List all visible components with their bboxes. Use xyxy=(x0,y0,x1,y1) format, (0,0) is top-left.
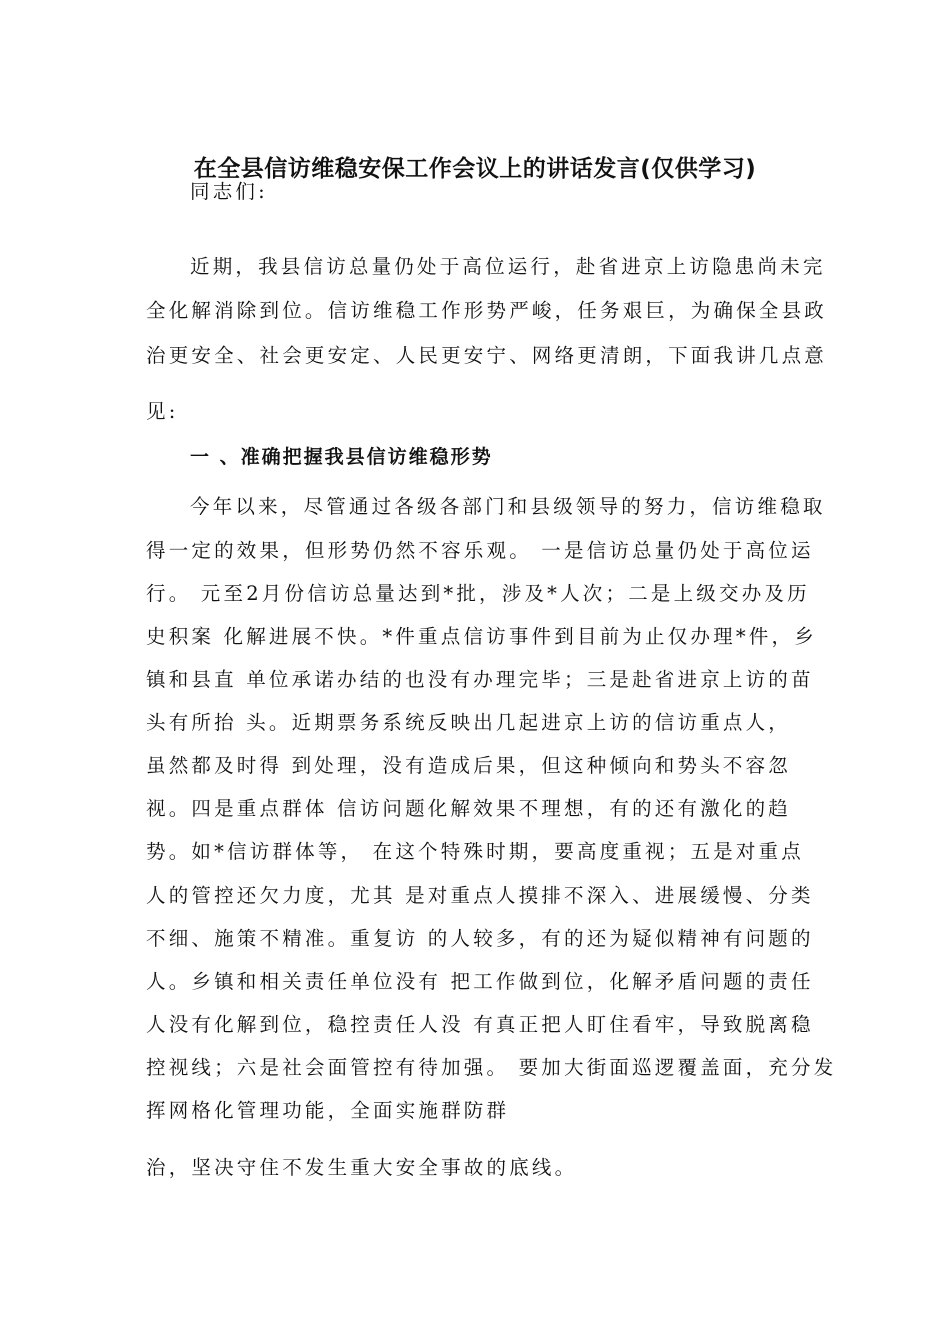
body-line: 治，坚决守住不发生重大安全事故的底线。 xyxy=(146,1156,578,1179)
body-line: 头有所抬 头。近期票务系统反映出几起进京上访的信访重点人， xyxy=(146,711,791,734)
body-line: 得一定的效果，但形势仍然不容乐观。 一是信访总量仍处于高位运 xyxy=(146,539,814,562)
intro-line: 治更安全、社会更安定、人民更安宁、网络更清朗，下面我讲几点意 xyxy=(146,344,828,367)
salutation: 同志们: xyxy=(190,180,268,203)
body-line: 今年以来，尽管通过各级各部门和县级领导的努力，信访维稳取 xyxy=(190,495,826,518)
section-heading: 一 、准确把握我县信访维稳形势 xyxy=(190,446,493,468)
body-line: 挥网格化管理功能，全面实施群防群 xyxy=(146,1099,510,1122)
intro-line: 近期，我县信访总量仍处于高位运行，赴省进京上访隐患尚未完 xyxy=(190,255,826,278)
body-line: 镇和县直 单位承诺办结的也没有办理完毕；三是赴省进京上访的苗 xyxy=(146,668,814,691)
intro-line: 见: xyxy=(146,400,179,423)
body-line: 视。四是重点群体 信访问题化解效果不理想，有的还有激化的趋 xyxy=(146,797,791,820)
body-line: 史积案 化解进展不快。*件重点信访事件到目前为止仅办理*件，乡 xyxy=(146,625,817,648)
body-line: 人的管控还欠力度，尤其 是对重点人摸排不深入、进展缓慢、分类 xyxy=(146,884,814,907)
body-line: 不细、施策不精准。重复访 的人较多，有的还为疑似精神有问题的 xyxy=(146,927,814,950)
body-line: 行。 元至2月份信访总量达到*批，涉及*人次；二是上级交办及历 xyxy=(146,582,810,605)
intro-line: 全化解消除到位。信访维稳工作形势严峻，任务艰巨，为确保全县政 xyxy=(146,299,828,322)
body-line: 人。乡镇和相关责任单位没有 把工作做到位，化解矛盾问题的责任 xyxy=(146,970,814,993)
document-title: 在全县信访维稳安保工作会议上的讲话发言(仅供学习) xyxy=(193,156,757,182)
body-line: 虽然都及时得 到处理，没有造成后果，但这种倾向和势头不容忽 xyxy=(146,754,791,777)
body-line: 人没有化解到位，稳控责任人没 有真正把人盯住看牢，导致脱离稳 xyxy=(146,1013,814,1036)
body-line: 控视线；六是社会面管控有待加强。 要加大街面巡逻覆盖面，充分发 xyxy=(146,1056,837,1079)
body-line: 势。如*信访群体等， 在这个特殊时期，要高度重视；五是对重点 xyxy=(146,840,804,863)
